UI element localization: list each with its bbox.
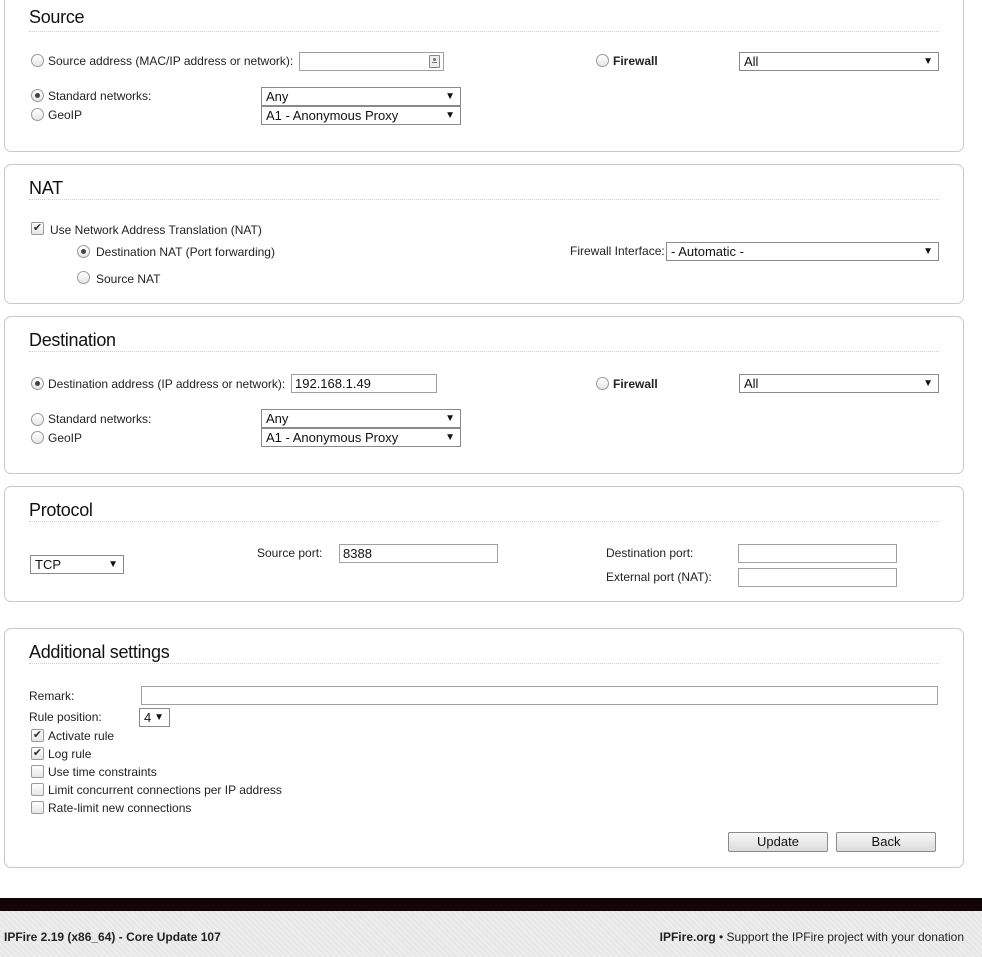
dest-port-label: Destination port: [606,546,694,560]
chevron-down-icon: ▼ [108,559,118,570]
use-nat-checkbox[interactable]: ✔ [32,222,43,234]
source-firewall-select[interactable] [739,52,939,71]
source-title: Source [29,7,85,27]
protocol-select[interactable] [30,555,124,574]
dest-address-input[interactable] [291,374,437,393]
dnat-radio[interactable] [77,245,90,258]
source-std-networks-value: Any [266,89,289,104]
chevron-down-icon: ▼ [445,413,455,424]
destination-title: Destination [29,330,116,350]
source-address-radio[interactable] [31,54,44,67]
rule-position-select[interactable] [139,708,170,727]
chevron-down-icon: ▼ [923,56,933,67]
footer-support [660,930,964,944]
source-port-value: 8388 [343,546,372,561]
dest-geoip-label: GeoIP [48,431,83,445]
nat-title: NAT [29,178,63,198]
protocol-title: Protocol [29,500,93,520]
nat-divider [29,199,939,200]
footer-site-link[interactable]: IPFire.org [659,930,716,944]
snat-radio[interactable] [77,271,90,284]
back-button[interactable]: Back [836,832,936,852]
nat-panel [4,164,964,304]
additional-divider [29,663,939,664]
dest-firewall-label: Firewall [613,377,658,391]
fw-interface-select[interactable] [666,242,939,261]
footer-bar [0,898,982,911]
fw-interface-value: - Automatic - [671,244,744,259]
source-port-label: Source port: [257,546,323,560]
additional-title: Additional settings [29,642,170,662]
footer [0,911,982,957]
chevron-down-icon: ▼ [923,246,933,257]
ext-port-input[interactable] [738,568,897,587]
limit-connections-checkbox[interactable] [31,783,44,796]
source-firewall-value: All [744,54,759,69]
dest-geoip-value: A1 - Anonymous Proxy [266,430,399,445]
destination-divider [29,351,939,352]
source-port-input[interactable] [339,544,498,563]
protocol-divider [29,521,939,522]
destination-panel [4,316,964,474]
snat-label: Source NAT [96,272,161,286]
chevron-down-icon: ▼ [154,712,164,723]
dest-firewall-select[interactable] [739,374,939,393]
activate-rule-label: Activate rule [48,729,115,743]
dest-std-networks-select[interactable] [261,409,461,428]
source-geoip-label: GeoIP [48,108,83,122]
dest-port-input[interactable] [738,544,897,563]
rule-position-label: Rule position: [29,710,102,724]
source-geoip-radio[interactable] [31,108,44,121]
source-address-input[interactable] [299,52,444,71]
remark-label: Remark: [29,689,75,703]
chevron-down-icon: ▼ [445,91,455,102]
fw-interface-label: Firewall Interface: [570,244,665,258]
source-std-networks-radio[interactable] [31,89,44,102]
source-address-label: Source address (MAC/IP address or network): [48,54,294,68]
additional-panel [4,628,964,868]
rate-limit-checkbox[interactable] [31,801,44,814]
dest-geoip-select[interactable] [261,428,461,447]
source-panel [4,0,964,152]
protocol-panel [4,486,964,602]
dest-firewall-radio[interactable] [596,377,609,390]
log-rule-checkbox[interactable]: ✔ [32,747,43,759]
dest-std-networks-value: Any [266,411,289,426]
activate-rule-checkbox[interactable]: ✔ [32,729,43,741]
dest-std-networks-label: Standard networks: [48,412,152,426]
chevron-down-icon: ▼ [923,378,933,389]
footer-support-text[interactable]: • Support the IPFire project with your donation [715,930,964,944]
limit-connections-label: Limit concurrent connections per IP address [48,783,282,797]
dest-firewall-value: All [744,376,759,391]
dest-geoip-radio[interactable] [31,431,44,444]
dest-address-value: 192.168.1.49 [295,376,371,391]
source-geoip-value: A1 - Anonymous Proxy [266,108,399,123]
source-firewall-label: Firewall [613,54,658,68]
use-nat-label: Use Network Address Translation (NAT) [50,223,262,237]
ext-port-label: External port (NAT): [606,570,712,584]
source-geoip-select[interactable] [261,106,461,125]
rate-limit-label: Rate-limit new connections [48,801,192,815]
time-constraints-label: Use time constraints [48,765,157,779]
log-rule-label: Log rule [48,747,92,761]
source-std-networks-label: Standard networks: [48,89,152,103]
chevron-down-icon: ▼ [445,110,455,121]
footer-version: IPFire 2.19 (x86_64) - Core Update 107 [4,930,221,944]
dest-std-networks-radio[interactable] [31,413,44,426]
dnat-label: Destination NAT (Port forwarding) [96,245,275,259]
dest-address-radio[interactable] [31,377,44,390]
remark-input[interactable] [141,686,938,705]
source-firewall-radio[interactable] [596,54,609,67]
source-divider [29,31,939,32]
chevron-down-icon: ▼ [445,432,455,443]
rule-position-value: 4 [144,710,152,725]
dest-address-label: Destination address (IP address or network): [48,377,286,391]
source-std-networks-select[interactable] [261,87,461,106]
update-button[interactable]: Update [728,832,828,852]
address-book-icon[interactable] [429,55,440,68]
protocol-value: TCP [35,557,61,572]
time-constraints-checkbox[interactable] [31,765,44,778]
